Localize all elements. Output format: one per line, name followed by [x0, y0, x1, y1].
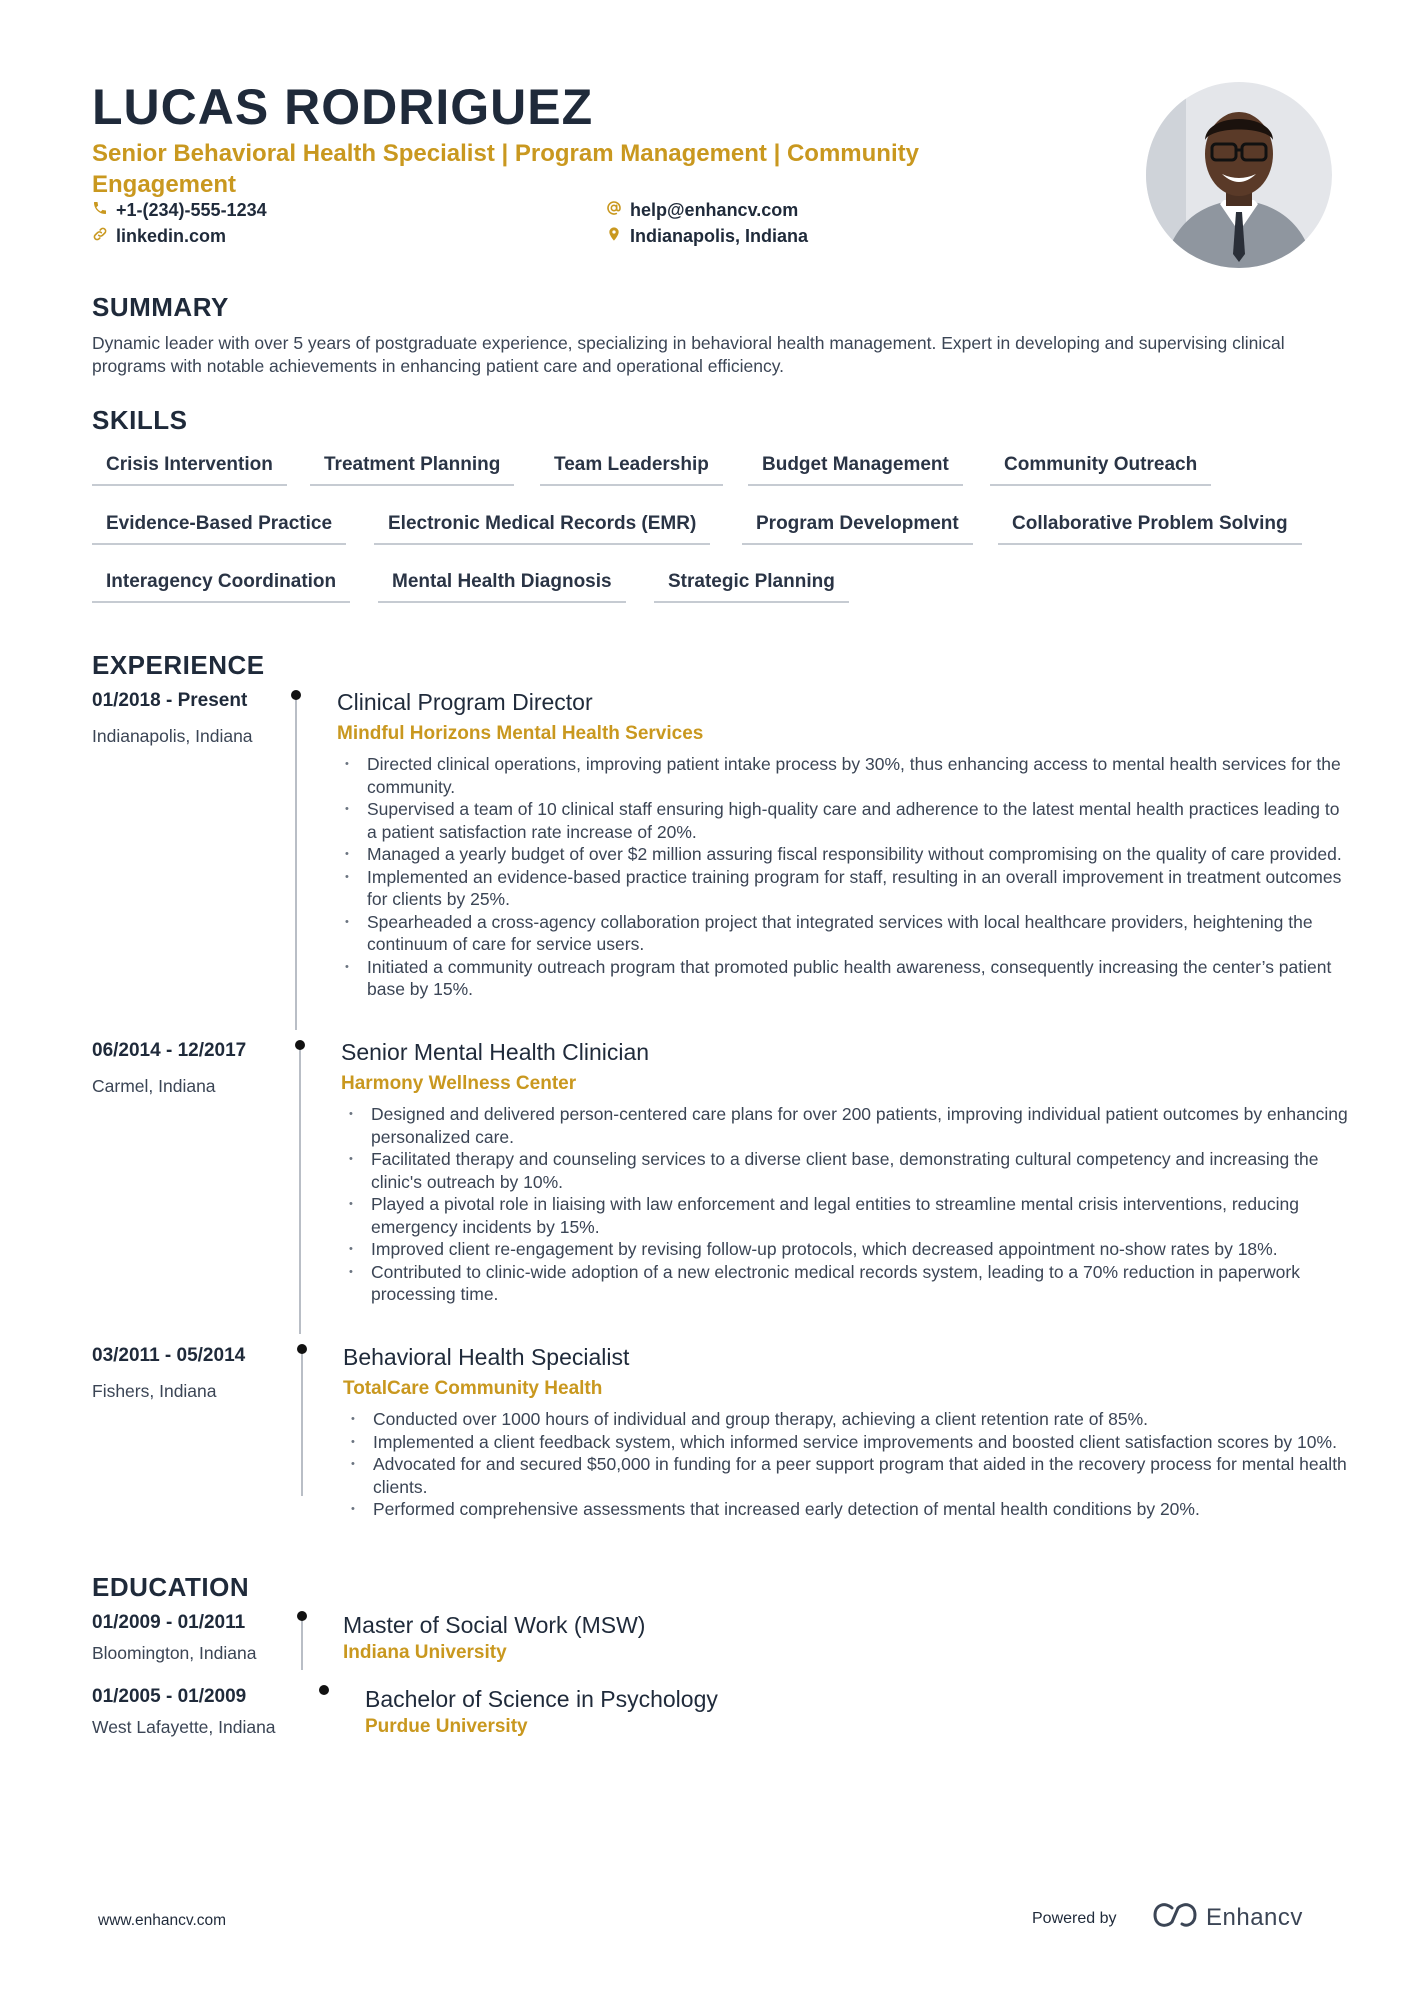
education-heading: EDUCATION — [92, 1572, 250, 1602]
job-title: Behavioral Health Specialist — [343, 1344, 630, 1370]
location-contact — [606, 226, 808, 247]
location-pin-icon — [606, 226, 622, 247]
job-title: Senior Mental Health Clinician — [341, 1039, 650, 1065]
education-location: West Lafayette, Indiana — [92, 1717, 276, 1737]
candidate-name: LUCAS RODRIGUEZ — [92, 79, 594, 135]
skill-tag: Mental Health Diagnosis — [378, 571, 626, 603]
job-company: Mindful Horizons Mental Health Services — [337, 723, 704, 744]
job-dates: 06/2014 - 12/2017 — [92, 1040, 247, 1061]
bullet-item: • Contributed to clinic-wide adoption of a new electronic medical records system, leading to a 70% reduction in paperwork processing time. — [343, 1261, 1353, 1306]
timeline-dot — [295, 1040, 305, 1050]
phone-text: +1-(234)-555-1234 — [116, 200, 267, 220]
experience-heading: EXPERIENCE — [92, 650, 265, 680]
timeline-dot — [319, 1685, 329, 1695]
school-name: Indiana University — [343, 1642, 507, 1663]
bullet-item: • Played a pivotal role in liaising with law enforcement and legal entities to streamline mental crisis interventions, reducing emergency incidents by 15%. — [343, 1193, 1353, 1238]
skill-tag: Electronic Medical Records (EMR) — [374, 513, 710, 545]
job-bullets — [345, 1408, 1355, 1521]
email-text: help@enhancv.com — [630, 200, 799, 220]
enhancv-logo-icon — [1152, 1902, 1198, 1933]
timeline-line — [295, 697, 297, 1030]
school-name: Purdue University — [365, 1716, 528, 1737]
timeline-dot — [297, 1344, 307, 1354]
summary-heading: SUMMARY — [92, 292, 229, 322]
job-location: Indianapolis, Indiana — [92, 726, 253, 746]
education-location: Bloomington, Indiana — [92, 1643, 257, 1663]
brand-logo — [1152, 1902, 1303, 1933]
bullet-item: • Facilitated therapy and counseling services to a diverse client base, demonstrating cultural competency and increasing the clinic's outreach by 10%. — [343, 1148, 1353, 1193]
job-location: Carmel, Indiana — [92, 1076, 216, 1096]
job-dates: 01/2018 - Present — [92, 690, 248, 711]
skills-heading: SKILLS — [92, 405, 188, 435]
bullet-item: • Supervised a team of 10 clinical staff ensuring high-quality care and adherence to the latest mental health practices leading to a patient satisfaction rate increase of 20%. — [339, 798, 1349, 843]
bullet-item: • Improved client re-engagement by revising follow-up protocols, which decreased appointment no-show rates by 18%. — [343, 1238, 1353, 1261]
skill-tag: Budget Management — [748, 454, 963, 486]
job-title: Clinical Program Director — [337, 689, 593, 715]
phone-icon — [92, 200, 108, 221]
education-dates: 01/2009 - 01/2011 — [92, 1612, 246, 1633]
bullet-item: • Performed comprehensive assessments that increased early detection of mental health conditions by 20%. — [345, 1498, 1355, 1521]
phone-contact — [92, 200, 267, 221]
headline: Senior Behavioral Health Specialist | Program Management | Community Engagement — [92, 140, 919, 198]
job-dates: 03/2011 - 05/2014 — [92, 1345, 246, 1366]
bullet-item: • Managed a yearly budget of over $2 million assuring fiscal responsibility without compromising on the quality of care provided. — [339, 843, 1349, 866]
skill-tag: Treatment Planning — [310, 454, 514, 486]
job-bullets — [339, 753, 1349, 1001]
linkedin-text: linkedin.com — [116, 226, 227, 246]
footer-url[interactable]: www.enhancv.com — [98, 1912, 227, 1929]
bullet-item: • Implemented a client feedback system, which informed service improvements and boosted client satisfaction scores by 10%. — [345, 1431, 1355, 1454]
linkedin-contact[interactable] — [92, 226, 226, 247]
skill-tag: Community Outreach — [990, 454, 1211, 486]
job-company: TotalCare Community Health — [343, 1378, 603, 1399]
job-bullets — [343, 1103, 1353, 1306]
email-contact[interactable] — [606, 200, 798, 221]
skill-tag: Interagency Coordination — [92, 571, 350, 603]
timeline-line — [301, 1350, 303, 1496]
skill-tag: Crisis Intervention — [92, 454, 287, 486]
skill-tag: Team Leadership — [540, 454, 723, 486]
skill-tag: Program Development — [742, 513, 973, 545]
timeline-dot — [297, 1611, 307, 1621]
brand-name: Enhancv — [1206, 1903, 1303, 1931]
timeline-line — [301, 1617, 303, 1670]
job-location: Fishers, Indiana — [92, 1381, 217, 1401]
summary-text: Dynamic leader with over 5 years of postgraduate experience, specializing in behavioral health management. Expert in developing and supervising clinical programs with notable achievements in enhancing patient care and operational efficiency. — [92, 333, 1285, 376]
skill-tag: Evidence-Based Practice — [92, 513, 346, 545]
bullet-item: • Directed clinical operations, improving patient intake process by 30%, thus enhancing access to mental health services for the community. — [339, 753, 1349, 798]
skill-tag: Collaborative Problem Solving — [998, 513, 1302, 545]
degree-title: Bachelor of Science in Psychology — [365, 1686, 718, 1712]
job-company: Harmony Wellness Center — [341, 1073, 577, 1094]
profile-photo — [1146, 82, 1332, 268]
skill-tag: Strategic Planning — [654, 571, 849, 603]
at-icon — [606, 200, 622, 221]
link-icon — [92, 226, 108, 247]
timeline-line — [299, 1046, 301, 1334]
timeline-dot — [291, 690, 301, 700]
location-text: Indianapolis, Indiana — [630, 226, 809, 246]
bullet-item: • Conducted over 1000 hours of individual and group therapy, achieving a client retention rate of 85%. — [345, 1408, 1355, 1431]
bullet-item: • Advocated for and secured $50,000 in funding for a peer support program that aided in the recovery process for mental health clients. — [345, 1453, 1355, 1498]
education-dates: 01/2005 - 01/2009 — [92, 1686, 247, 1707]
powered-by-label: Powered by — [1032, 1910, 1117, 1927]
bullet-item: • Spearheaded a cross-agency collaboration project that integrated services with local healthcare providers, heightening the continuum of care for service users. — [339, 911, 1349, 956]
degree-title: Master of Social Work (MSW) — [343, 1612, 646, 1638]
bullet-item: • Implemented an evidence-based practice training program for staff, resulting in an overall improvement in treatment outcomes for clients by 25%. — [339, 866, 1349, 911]
bullet-item: • Designed and delivered person-centered care plans for over 200 patients, improving individual patient outcomes by enhancing personalized care. — [343, 1103, 1353, 1148]
bullet-item: • Initiated a community outreach program that promoted public health awareness, consequently increasing the center’s patient base by 15%. — [339, 956, 1349, 1001]
